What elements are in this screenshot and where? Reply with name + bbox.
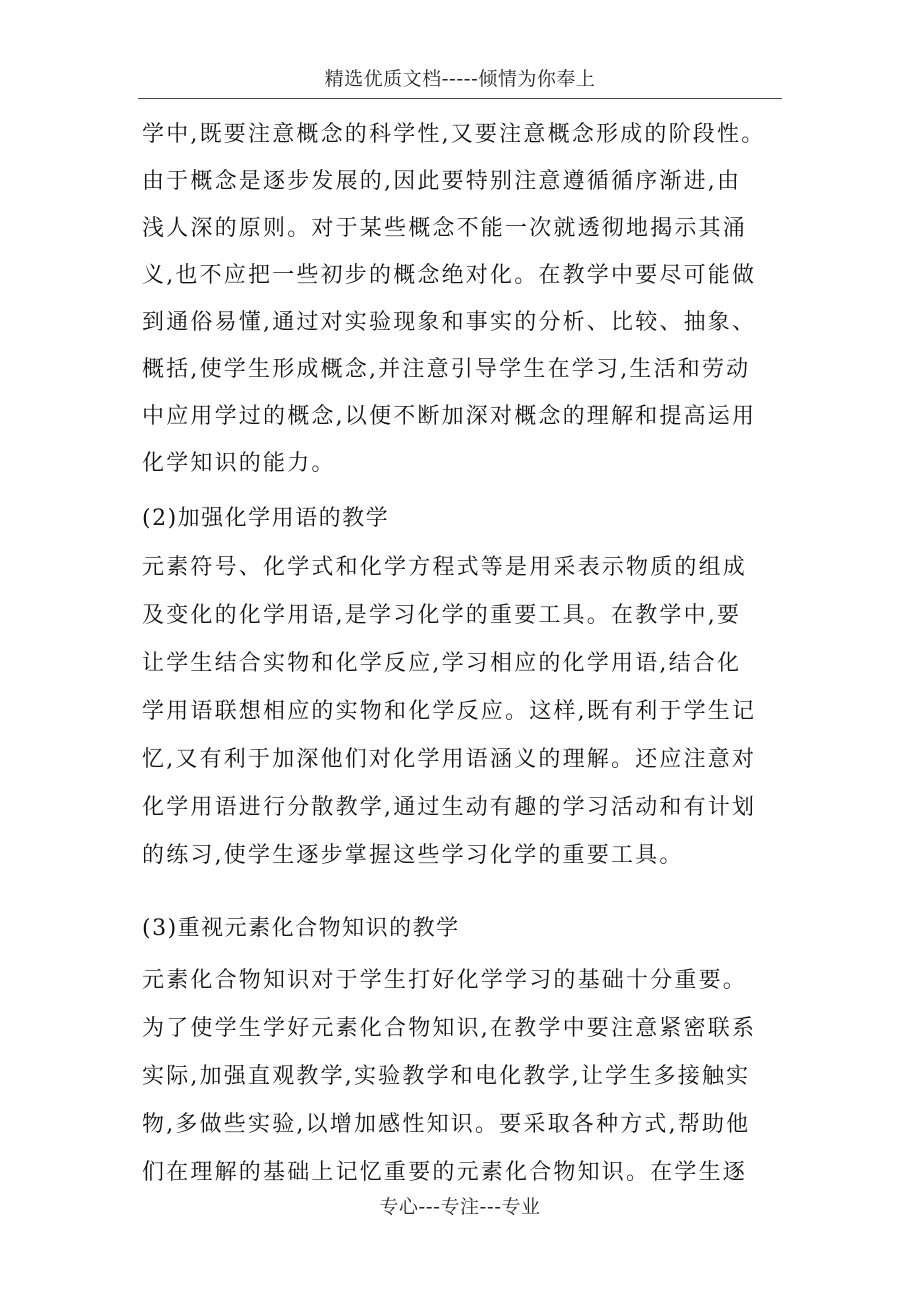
body-line: 浅人深的原则。对于某些概念不能一次就透彻地揭示其涌 [142, 216, 748, 241]
body-line: 忆,又有利于加深他们对化学用语涵义的理解。还应注意对 [142, 747, 757, 772]
section-heading: (3)重视元素化合物知识的教学 [142, 916, 460, 941]
page-footer: 专心---专注---专业 [379, 1196, 541, 1218]
body-line: 由于概念是逐步发展的,因此要特别注意遵循循序渐进,由 [142, 169, 742, 194]
body-line: 中应用学过的概念,以便不断加深对概念的理解和提高运用 [142, 404, 757, 429]
body-line: 元素符号、化学式和化学方程式等是用采表示物质的组成 [142, 555, 748, 580]
body-line: 及变化的化学用语,是学习化学的重要工具。在教学中,要 [142, 603, 742, 628]
page-header: 精选优质文档-----倾情为你奉上 [138, 60, 782, 99]
body-line: 让学生结合实物和化学反应,学习相应的化学用语,结合化 [142, 651, 742, 676]
body-line: 概括,使学生形成概念,并注意引导学生在学习,生活和劳动 [142, 357, 751, 382]
body-line: 学中,既要注意概念的科学性,又要注意概念形成的阶段性。 [142, 122, 766, 147]
section-heading: (2)加强化学用语的教学 [142, 506, 390, 531]
body-line: 们在理解的基础上记忆重要的元素化合物知识。在学生逐 [142, 1160, 748, 1185]
body-line: 学用语联想相应的实物和化学反应。这样,既有利于学生记 [142, 699, 757, 724]
body-line: 义,也不应把一些初步的概念绝对化。在教学中要尽可能做 [142, 263, 757, 288]
body-line: 为了使学生学好元素化合物知识,在教学中要注意紧密联系 [142, 1016, 757, 1041]
body-line: 物,多做些实验,以增加感性知识。要采取各种方式,帮助他 [142, 1112, 751, 1137]
body-line: 元素化合物知识对于学生打好化学学习的基础十分重要。 [142, 968, 748, 993]
body-line: 到通俗易懂,通过对实验现象和事实的分析、比较、抽象、 [142, 310, 757, 335]
body-line: 化学知识的能力。 [142, 451, 336, 476]
body-line: 化学用语进行分散教学,通过生动有趣的学习活动和有计划 [142, 795, 757, 820]
body-line: 实际,加强直观教学,实验教学和电化教学,让学生多接触实 [142, 1064, 751, 1089]
body-line: 的练习,使学生逐步掌握这些学习化学的重要工具。 [142, 843, 684, 868]
